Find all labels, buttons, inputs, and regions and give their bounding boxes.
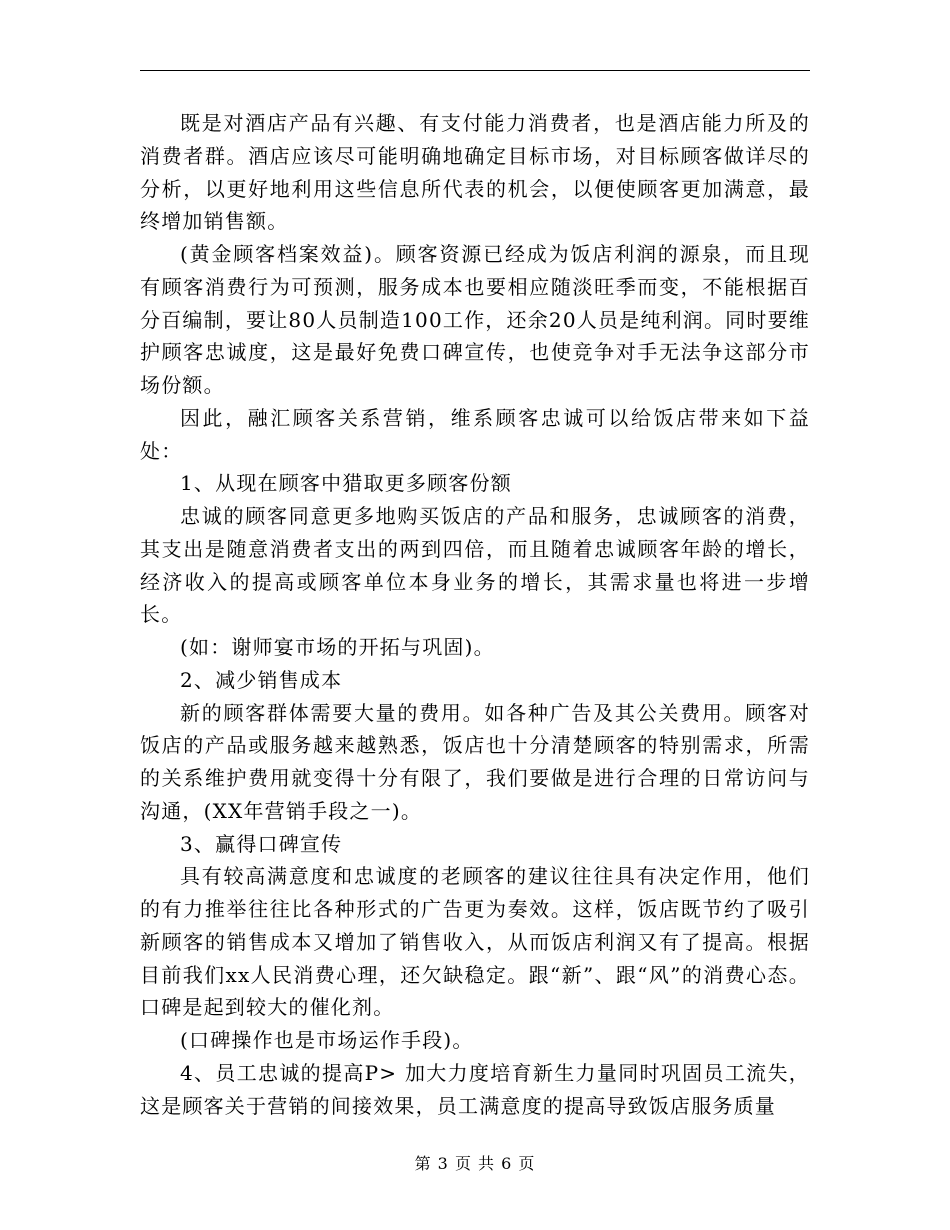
paragraph-example-banquet: (如：谢师宴市场的开拓与巩固)。: [180, 635, 495, 659]
page-number: 第 3 页 共 6 页: [414, 1154, 536, 1173]
header-rule: [140, 70, 810, 71]
paragraph-new-customer-cost: 新的顾客群体需要大量的费用。如各种广告及其公关费用。顾客对饭店的产品或服务越来越熟悉，饭店也十分清楚顾客的特别需求，所需的关系维护费用就变得十分有限了，我们要做是进行合理的日常访问与沟通，(XX年营销手段之一)。: [140, 700, 810, 823]
paragraph-gold-customer-archive: (黄金顾客档案效益)。顾客资源已经成为饭店利润的源泉，而且现有顾客消费行为可预测，服务成本也要相应随淡旺季而变，不能根据百分百编制，要让80人员制造100工作，还余20人员是纯利润。同时要维护顾客忠诚度，这是最好免费口碑宣传，也使竞争对手无法争这部分市场份额。: [140, 242, 810, 397]
paragraph-target-market: 既是对酒店产品有兴趣、有支付能力消费者，也是酒店能力所及的消费者群。酒店应该尽可能明确地确定目标市场，对目标顾客做详尽的分析，以更好地利用这些信息所代表的机会，以便使顾客更加满意，最终增加销售额。: [140, 111, 810, 234]
paragraph-word-of-mouth-note: (口碑操作也是市场运作手段)。: [180, 1028, 474, 1052]
heading-word-of-mouth: 3、赢得口碑宣传: [180, 831, 343, 856]
document-body: [140, 107, 810, 1122]
paragraph-employee-loyalty: 4、员工忠诚的提高P> 加大力度培育新生力量同时巩固员工流失，这是顾客关于营销的间接效果，员工满意度的提高导致饭店服务质量: [140, 1060, 810, 1118]
paragraph-word-of-mouth: 具有较高满意度和忠诚度的老顾客的建议往往具有决定作用，他们的有力推举往往比各种形式的广告更为奏效。这样，饭店既节约了吸引新顾客的销售成本又增加了销售收入，从而饭店利润又有了提高。根据目前我们xx人民消费心理，还欠缺稳定。跟“新”、跟“风”的消费心态。口碑是起到较大的催化剂。: [140, 864, 810, 1020]
paragraph-loyal-spending: 忠诚的顾客同意更多地购买饭店的产品和服务，忠诚顾客的消费，其支出是随意消费者支出的两到四倍，而且随着忠诚顾客年龄的增长，经济收入的提高或顾客单位本身业务的增长，其需求量也将进一步增长。: [140, 504, 810, 627]
heading-customer-share: 1、从现在顾客中猎取更多顾客份额: [180, 471, 512, 496]
heading-reduce-cost: 2、减少销售成本: [180, 667, 343, 692]
paragraph-benefits-intro: 因此，融汇顾客关系营销，维系顾客忠诚可以给饭店带来如下益处：: [140, 405, 810, 463]
